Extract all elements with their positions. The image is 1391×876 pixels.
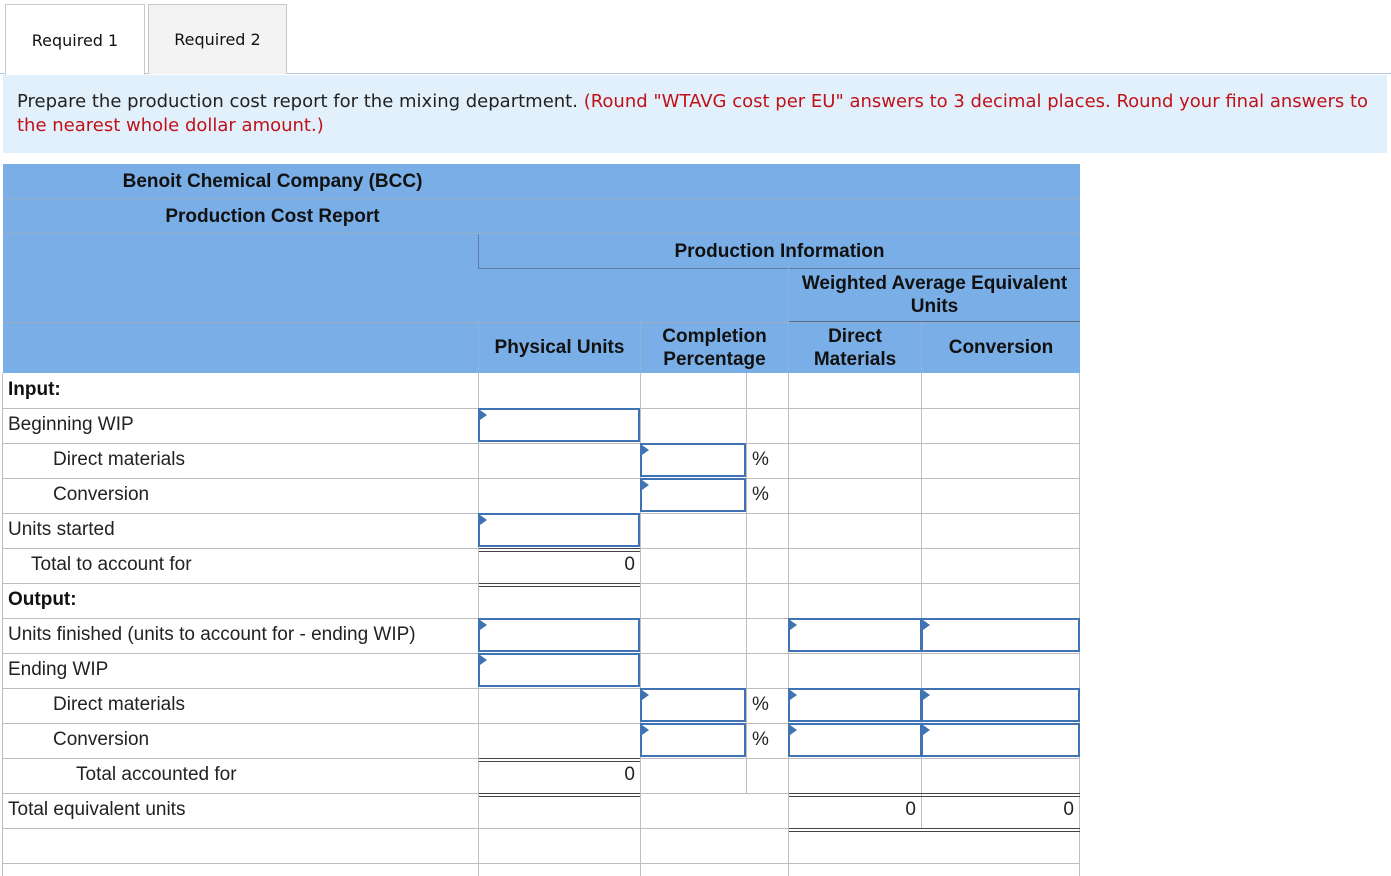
tab-bar <box>0 0 1391 75</box>
total-eu-conversion-value: 0 <box>1063 799 1074 820</box>
instructions-panel <box>3 75 1387 153</box>
report-title-header <box>3 199 1080 233</box>
bwip-conversion-label: Conversion <box>53 484 150 505</box>
total-rule <box>479 793 640 794</box>
company-name: Benoit Chemical Company (BCC) <box>122 170 423 192</box>
ewip-conversion-eu-input[interactable] <box>921 723 1080 757</box>
ewip-conversion-label: Conversion <box>53 729 150 750</box>
percent-sign: % <box>752 449 769 470</box>
total-eu-dm-value: 0 <box>905 799 916 820</box>
beginning-wip-physical-input[interactable] <box>478 408 640 442</box>
units-finished-conversion-eu-input[interactable] <box>921 618 1080 652</box>
ewip-conversion-completion-input[interactable] <box>640 723 746 757</box>
units-finished-label: Units finished (units to account for - ending WIP) <box>8 624 416 645</box>
percent-sign: % <box>752 694 769 715</box>
units-finished-physical-input[interactable] <box>478 618 640 652</box>
completion-percentage-header: Completion Percentage <box>662 325 767 370</box>
conversion-header: Conversion <box>948 337 1054 358</box>
report-title: Production Cost Report <box>165 205 380 227</box>
instructions-rounding-note: (Round "WTAVG cost per EU" answers to 3 decimal places. Round your final answers to the nearest whole dollar amount.) <box>17 91 1369 136</box>
direct-materials-header: Direct Materials <box>813 325 897 370</box>
total-rule <box>789 828 1080 829</box>
bwip-conversion-completion-input[interactable] <box>640 478 746 512</box>
bwip-direct-materials-label: Direct materials <box>53 449 185 470</box>
physical-units-header: Physical Units <box>494 337 625 358</box>
production-information-header: Production Information <box>674 240 885 262</box>
percent-sign: % <box>752 729 769 750</box>
ewip-dm-eu-input[interactable] <box>788 688 922 722</box>
total-rule <box>479 586 640 587</box>
instructions-text: Prepare the production cost report for the mixing department. <box>17 91 578 112</box>
ewip-dm-completion-input[interactable] <box>640 688 746 722</box>
ending-wip-physical-input[interactable] <box>478 653 640 687</box>
total-rule <box>479 583 640 584</box>
bwip-dm-completion-input[interactable] <box>640 443 746 477</box>
tab-required-2[interactable]: Required 2 <box>148 4 287 74</box>
ending-wip-label: Ending WIP <box>8 659 109 680</box>
total-rule <box>479 796 640 797</box>
total-rule <box>789 831 1080 832</box>
beginning-wip-label: Beginning WIP <box>8 414 134 435</box>
total-accounted-for-label: Total accounted for <box>76 764 237 785</box>
total-to-account-for-label: Total to account for <box>31 554 192 575</box>
total-to-account-for-value: 0 <box>624 554 635 575</box>
divider <box>3 478 1080 479</box>
divider <box>2 373 3 876</box>
total-equivalent-units-label: Total equivalent units <box>8 799 186 820</box>
output-section-label: Output: <box>8 589 77 610</box>
weighted-average-eu-header: Weighted Average Equivalent Units <box>801 273 1068 317</box>
units-finished-dm-eu-input[interactable] <box>788 618 922 652</box>
tab-required-1[interactable]: Required 1 <box>5 4 145 75</box>
units-started-label: Units started <box>8 519 115 540</box>
percent-sign: % <box>752 484 769 505</box>
report-company-header <box>3 164 1080 198</box>
ewip-dm-conversion-eu-input[interactable] <box>921 688 1080 722</box>
divider <box>921 373 922 828</box>
total-accounted-for-value: 0 <box>624 764 635 785</box>
units-started-physical-input[interactable] <box>478 513 640 547</box>
input-section-label: Input: <box>8 379 61 400</box>
ewip-conversion-dm-eu-input[interactable] <box>788 723 922 757</box>
divider <box>3 863 1080 864</box>
ewip-direct-materials-label: Direct materials <box>53 694 185 715</box>
